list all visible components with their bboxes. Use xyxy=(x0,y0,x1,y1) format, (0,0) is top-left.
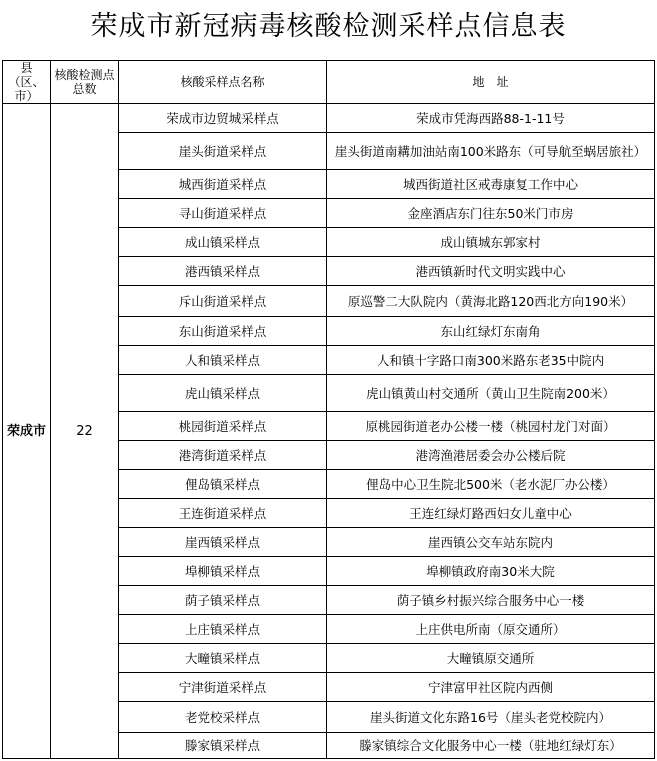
address-cell: 大疃镇原交通所 xyxy=(327,644,655,673)
total-count-cell: 22 xyxy=(51,104,119,759)
site-name-cell: 寻山街道采样点 xyxy=(119,199,327,228)
site-name-cell: 虎山镇采样点 xyxy=(119,375,327,412)
address-cell: 东山红绿灯东南角 xyxy=(327,317,655,346)
site-name-cell: 上庄镇采样点 xyxy=(119,615,327,644)
site-name-cell: 崖西镇采样点 xyxy=(119,528,327,557)
address-cell: 城西街道社区戒毒康复工作中心 xyxy=(327,170,655,199)
address-cell: 人和镇十字路口南300米路东老35中院内 xyxy=(327,346,655,375)
site-name-cell: 俚岛镇采样点 xyxy=(119,470,327,499)
address-cell: 港湾渔港居委会办公楼后院 xyxy=(327,441,655,470)
site-name-cell: 斥山街道采样点 xyxy=(119,286,327,317)
site-name-cell: 荫子镇采样点 xyxy=(119,586,327,615)
address-cell: 荣成市凭海西路88-1-11号 xyxy=(327,104,655,133)
address-cell: 虎山镇黄山村交通所（黄山卫生院南200米） xyxy=(327,375,655,412)
table-row xyxy=(3,104,655,133)
header-county: 县（区、市） xyxy=(3,61,51,104)
site-name-cell: 王连街道采样点 xyxy=(119,499,327,528)
header-row xyxy=(3,61,655,104)
address-cell: 滕家镇综合文化服务中心一楼（驻地红绿灯东） xyxy=(327,733,655,759)
address-cell: 崖头街道文化东路16号（崖头老党校院内） xyxy=(327,702,655,733)
site-name-cell: 老党校采样点 xyxy=(119,702,327,733)
address-cell: 俚岛中心卫生院北500米（老水泥厂办公楼） xyxy=(327,470,655,499)
site-name-cell: 桃园街道采样点 xyxy=(119,412,327,441)
address-cell: 崖西镇公交车站东院内 xyxy=(327,528,655,557)
address-cell: 上庄供电所南（原交通所） xyxy=(327,615,655,644)
site-name-cell: 人和镇采样点 xyxy=(119,346,327,375)
site-name-cell: 崖头街道采样点 xyxy=(119,133,327,170)
site-name-cell: 城西街道采样点 xyxy=(119,170,327,199)
address-cell: 金座酒店东门往东50米门市房 xyxy=(327,199,655,228)
address-cell: 宁津富甲社区院内西侧 xyxy=(327,673,655,702)
address-cell: 原巡警二大队院内（黄海北路120西北方向190米） xyxy=(327,286,655,317)
site-name-cell: 东山街道采样点 xyxy=(119,317,327,346)
site-name-cell: 滕家镇采样点 xyxy=(119,733,327,759)
site-name-cell: 成山镇采样点 xyxy=(119,228,327,257)
site-name-cell: 荣成市边贸城采样点 xyxy=(119,104,327,133)
address-cell: 成山镇城东郭家村 xyxy=(327,228,655,257)
site-name-cell: 港湾街道采样点 xyxy=(119,441,327,470)
site-name-cell: 宁津街道采样点 xyxy=(119,673,327,702)
site-name-cell: 埠柳镇采样点 xyxy=(119,557,327,586)
header-address: 地 址 xyxy=(327,61,655,104)
address-cell: 王连红绿灯路西妇女儿童中心 xyxy=(327,499,655,528)
address-cell: 港西镇新时代文明实践中心 xyxy=(327,257,655,286)
header-site-name: 核酸采样点名称 xyxy=(119,61,327,104)
address-cell: 荫子镇乡村振兴综合服务中心一楼 xyxy=(327,586,655,615)
county-cell: 荣成市 xyxy=(3,104,51,759)
site-name-cell: 港西镇采样点 xyxy=(119,257,327,286)
address-cell: 崖头街道南耩加油站南100米路东（可导航至蜗居旅社） xyxy=(327,133,655,170)
site-name-cell: 大疃镇采样点 xyxy=(119,644,327,673)
sampling-sites-table xyxy=(2,60,655,759)
header-total: 核酸检测点总数 xyxy=(51,61,119,104)
address-cell: 埠柳镇政府南30米大院 xyxy=(327,557,655,586)
page-title: 荣成市新冠病毒核酸检测采样点信息表 xyxy=(90,11,567,42)
address-cell: 原桃园街道老办公楼一楼（桃园村龙门对面） xyxy=(327,412,655,441)
